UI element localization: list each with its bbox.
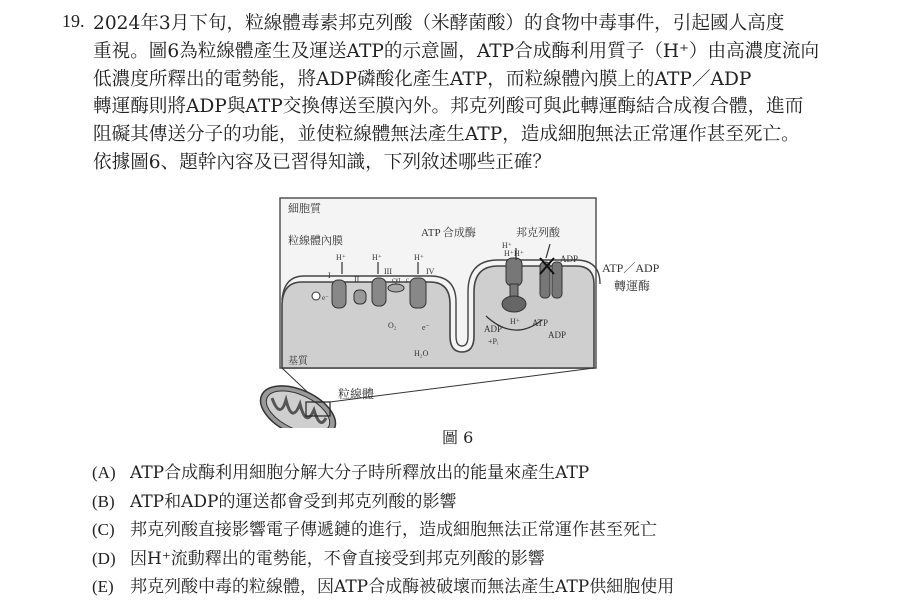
option-e-label: (E) [92, 577, 114, 597]
label-h-pair: H⁺H⁺ [504, 249, 524, 258]
label-c: c [406, 276, 410, 284]
label-complex-I: I [328, 271, 331, 280]
label-h2o: H₂O [414, 349, 429, 358]
label-complex-II: II [354, 275, 360, 284]
coq-circle [312, 292, 320, 300]
label-e-small: e⁻ [322, 294, 329, 302]
complex-III-shape [372, 278, 386, 306]
stem-line-5: 阻礙其傳送分子的功能，並使粒線體無法產生ATP，造成細胞無法正常運作甚至死亡。 [93, 124, 800, 146]
option-b[interactable] [92, 488, 674, 517]
option-d-label: (D) [92, 548, 116, 568]
option-a-text: ATP合成酶利用細胞分解大分子時所釋放出的能量來產生ATP [130, 463, 590, 483]
stem-line-2: 重視。圖6為粒線體產生及運送ATP的示意圖，ATP合成酶利用質子（H⁺）由高濃度流向 [93, 40, 820, 62]
label-translocase-top: ATP／ADP [602, 261, 660, 275]
label-atp-inside: ATP [532, 318, 549, 328]
option-a-label: (A) [92, 463, 116, 482]
label-atp-synthase: ATP 合成酶 [421, 227, 476, 239]
figure-caption: 圖 6 [442, 428, 474, 447]
option-b-label: (B) [92, 491, 115, 511]
label-h-complex-IV: H⁺ [414, 253, 424, 262]
label-e-minus: e⁻ [422, 323, 430, 332]
option-c[interactable] [92, 516, 674, 545]
stem-line-1: 2024年3月下旬，粒線體毒素邦克列酸（米酵菌酸）的食物中毒事件，引起國人高度 [93, 13, 785, 34]
complex-II-shape [354, 290, 366, 304]
cyt-c-shape [388, 284, 404, 292]
option-a[interactable] [92, 459, 674, 488]
label-complex-IV: IV [426, 267, 435, 276]
stem-line-3: 低濃度所釋出的電勢能，將ADP磷酸化產生ATP，而粒線體內膜上的ATP／ADP [93, 68, 752, 90]
label-mitochondrion: 粒線體 [338, 387, 375, 401]
label-cyt: cyt [392, 276, 401, 284]
complex-IV-shape [410, 278, 426, 308]
label-cytoplasm: 細胞質 [288, 203, 321, 215]
option-c-text: 邦克列酸直接影響電子傳遞鏈的進行，造成細胞無法正常運作甚至死亡 [130, 520, 657, 541]
option-d[interactable] [92, 545, 674, 574]
option-c-label: (C) [92, 520, 115, 540]
label-h-complex-I: H⁺ [336, 253, 346, 262]
label-pi: +Pᵢ [488, 337, 499, 346]
stem-line-6: 依據圖6、題幹內容及已習得知識，下列敘述哪些正確？ [93, 151, 552, 173]
label-inner-membrane: 粒線體內膜 [288, 235, 343, 247]
question-number: 19. [62, 11, 85, 31]
option-d-text: 因H⁺流動釋出的電勢能，不會直接受到邦克列酸的影響 [130, 548, 545, 569]
option-e-text: 邦克列酸中毒的粒線體，因ATP合成酶被破壞而無法產生ATP供細胞使用 [130, 577, 675, 598]
question-stem [93, 10, 853, 177]
label-adp-pi: ADP [484, 324, 503, 334]
label-h-complex-III: H⁺ [372, 253, 382, 262]
stem-line-4: 轉運酶則將ADP與ATP交換傳送至膜內外。邦克列酸可與此轉運酶結合成複合體，進而 [93, 96, 804, 118]
complex-I-shape [332, 280, 346, 308]
label-adp-top: ADP [560, 254, 579, 264]
label-translocase-bottom: 轉運酶 [614, 279, 651, 293]
label-h-single: H⁺ [502, 241, 512, 250]
options-list [92, 459, 674, 602]
label-adp-inside: ADP [548, 330, 567, 340]
label-bongkrekic-acid: 邦克列酸 [516, 227, 560, 239]
label-matrix: 基質 [288, 356, 308, 367]
label-h-inside: H⁺ [510, 317, 520, 326]
option-b-text: ATP和ADP的運送都會受到邦克列酸的影響 [130, 491, 457, 512]
label-complex-III: III [384, 267, 392, 276]
label-o2: O₂ [388, 321, 397, 330]
option-e[interactable] [92, 573, 674, 602]
mitochondria-diagram [258, 196, 678, 428]
